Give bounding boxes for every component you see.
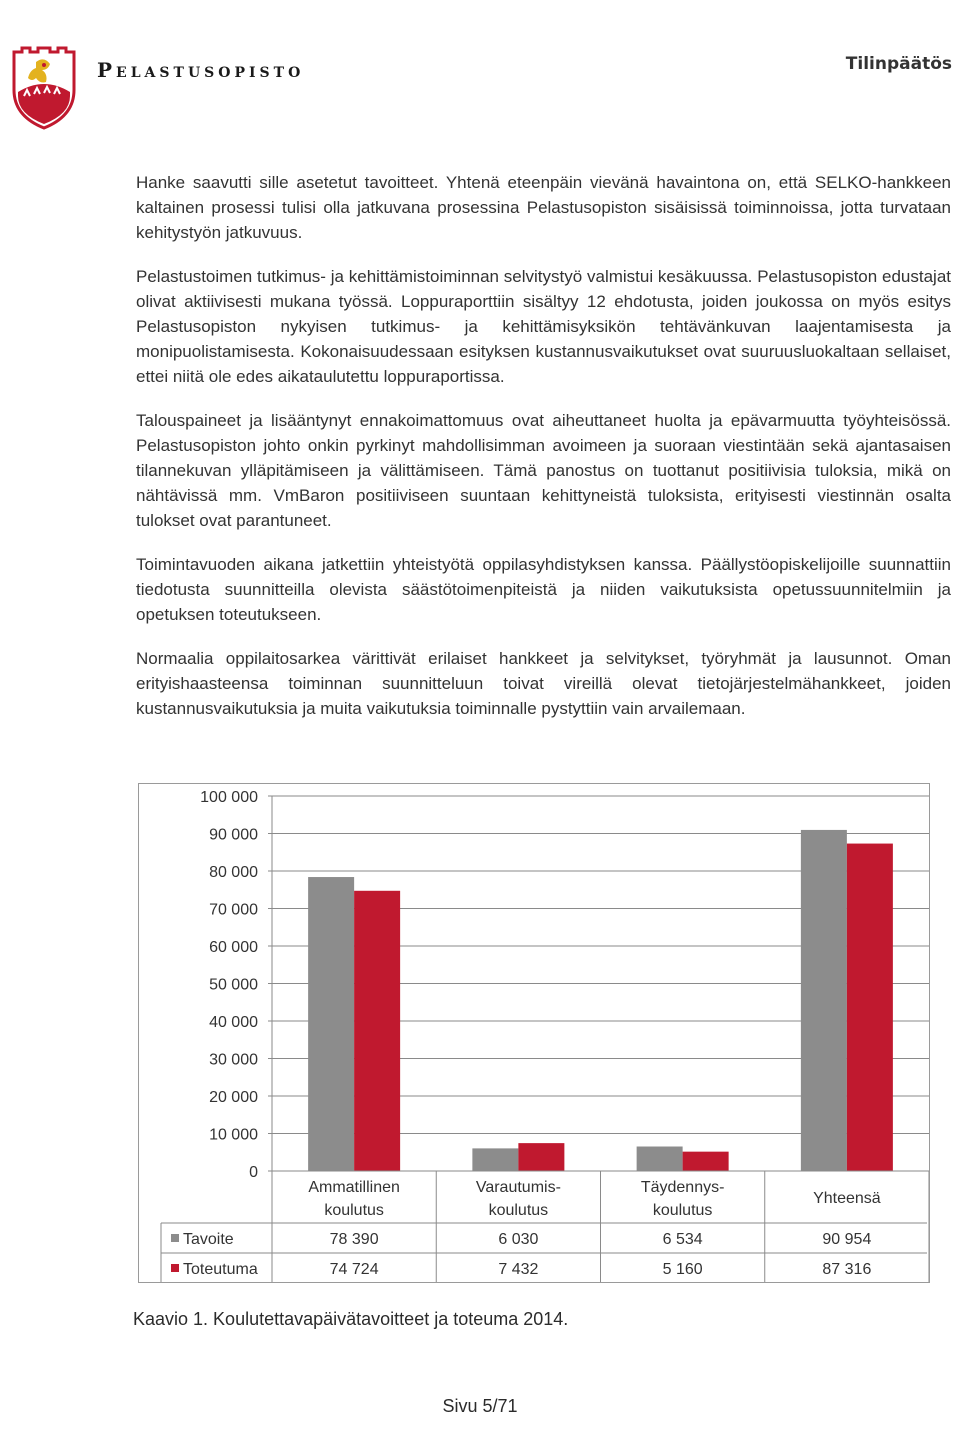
figure-caption: Kaavio 1. Koulutettavapäivätavoitteet ja toteuma 2014. xyxy=(133,1309,569,1329)
bar-tavoite xyxy=(308,877,354,1171)
category-label: Ammatillinen xyxy=(308,1179,400,1196)
data-table-value: 78 390 xyxy=(329,1231,379,1248)
legend-swatch xyxy=(171,1264,179,1272)
category-label: koulutus xyxy=(652,1202,713,1219)
paragraph: Pelastustoimen tutkimus- ja kehittämistoiminnan selvitystyö valmistui kesäkuussa. Pelastusopiston edustajat olivat aktiivisesti mukana työssä. Loppuraporttiin sisältyy 12 ehdotusta, joiden joukossa on myös esitys Pelastusopiston nykyisen tutkimus- ja kehittämisyksikön tehtävänkuvan laajentamisesta ja monipuolistamisesta. Kokonaisuudessaan esityksen kustannusvaikutukset ovat suuruusluokaltaan sellaiset, ettei niitä ole edes aikataulutettu loppuraportissa. xyxy=(136,267,951,386)
data-table-value: 5 160 xyxy=(662,1261,703,1278)
bar-tavoite xyxy=(801,830,847,1171)
data-table-value: 6 030 xyxy=(498,1231,539,1248)
paragraph: Toimintavuoden aikana jatkettiin yhteistyötä oppilasyhdistyksen kanssa. Päällystöopiskelijoille suunnattiin tiedotusta suunnitteilla olevista säästötoimenpiteistä ja niiden vaikutuksista opetussuunnitelmiin ja opetuksen toteutukseen. xyxy=(136,555,951,624)
y-tick-label: 70 000 xyxy=(209,901,258,919)
bar-toteutuma xyxy=(518,1143,564,1171)
bar-tavoite xyxy=(472,1148,518,1171)
y-tick-label: 0 xyxy=(249,1164,258,1181)
y-tick-label: 80 000 xyxy=(209,864,258,881)
y-tick-label: 20 000 xyxy=(209,1089,258,1106)
category-label: koulutus xyxy=(488,1202,549,1219)
y-tick-label: 60 000 xyxy=(209,939,258,956)
legend-label: Toteutuma xyxy=(183,1261,258,1278)
chart-frame xyxy=(138,783,930,1283)
y-tick-label: 10 000 xyxy=(209,1126,258,1144)
legend-label: Tavoite xyxy=(183,1231,234,1248)
data-table-value: 87 316 xyxy=(822,1261,872,1278)
category-label: koulutus xyxy=(324,1202,384,1219)
data-table-value: 7 432 xyxy=(498,1261,539,1278)
category-label: Varautumis- xyxy=(475,1179,561,1196)
bar-chart xyxy=(139,784,929,1282)
y-tick-label: 40 000 xyxy=(209,1014,258,1031)
y-tick-label: 90 000 xyxy=(209,826,258,844)
bar-toteutuma xyxy=(847,844,893,1171)
y-tick-label: 30 000 xyxy=(209,1051,258,1069)
category-label: Yhteensä xyxy=(813,1190,881,1207)
body-text xyxy=(136,170,951,740)
paragraph: Hanke saavutti sille asetetut tavoitteet. Yhtenä eteenpäin vievänä havaintona on, että SELKO-hankkeen kaltainen prosessi tulisi olla jatkuvana prosessina Pelastusopiston sisäisissä toiminnoissa, jotta turvataan kehitystyön jatkuvuus. xyxy=(136,173,951,242)
y-tick-label: 50 000 xyxy=(209,976,258,994)
category-label: Täydennys- xyxy=(640,1179,725,1196)
bar-toteutuma xyxy=(683,1152,729,1171)
data-table-value: 90 954 xyxy=(822,1231,872,1248)
paragraph: Talouspaineet ja lisääntynyt ennakoimattomuus ovat aiheuttaneet huolta ja epävarmuutta työyhteisössä. Pelastusopiston johto onkin pyrkinyt mahdollisimman avoimeen ja suoraan viestintään sekä ajantasaisen tilannekuvan ylläpitämiseen ja välittämiseen. Tämä panostus on tuottanut positiivisia tuloksia, mikä on nähtävissä mm. VmBaron positiiviseen suuntaan kehittyneistä tuloksista, erityisesti viestinnän osalta tulokset ovat parantuneet. xyxy=(136,411,951,530)
document-type-label: Tilinpäätös xyxy=(845,54,952,74)
data-table-value: 74 724 xyxy=(329,1261,379,1278)
legend-swatch xyxy=(171,1234,179,1242)
page-number: Sivu 5/71 xyxy=(442,1396,518,1416)
paragraph: Normaalia oppilaitosarkea värittivät erilaiset hankkeet ja selvitykset, työryhmät ja lausunnot. Oman erityishaasteensa toiminnan suunnitteluun toivat vireillä olevat tietojärjestelmähankkeet, joiden kustannusvaikutuksia ja muita vaikutuksia toiminnalle pystyttiin vain arvailemaan. xyxy=(136,649,951,718)
crest-logo-icon xyxy=(10,46,78,130)
organization-name: Pelastusopisto xyxy=(97,58,305,82)
data-table-value: 6 534 xyxy=(662,1231,703,1248)
bar-tavoite xyxy=(637,1146,683,1171)
y-tick-label: 100 000 xyxy=(200,789,258,806)
bar-toteutuma xyxy=(354,891,400,1171)
